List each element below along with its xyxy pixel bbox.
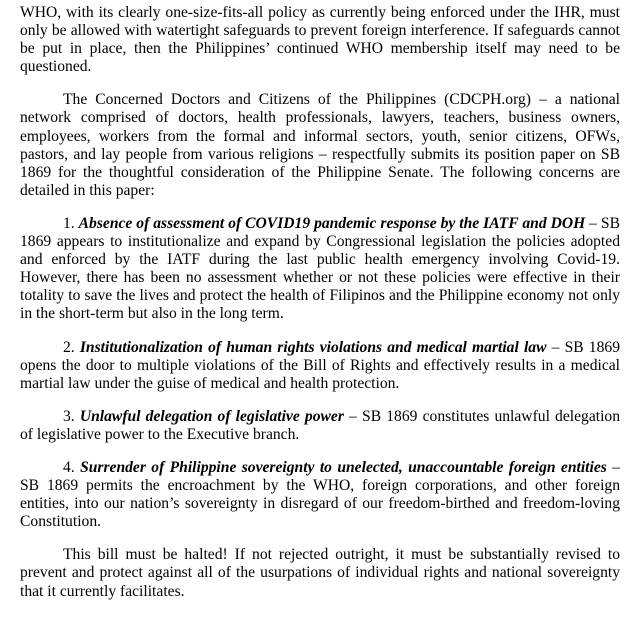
concern-number: 3. [63,407,80,425]
closing-paragraph: This bill must be halted! If not rejected outright, it must be substantially revised to prevent and protect against all of the usurpations of individual rights and national sovereignty that it currently facilitates. [20,546,620,600]
concern-number: 1. [63,214,79,232]
concern-title: Institutionalization of human rights violations and medical martial law [79,338,547,356]
concern-item-1 [20,215,620,324]
concern-title: Surrender of Philippine sovereignty to unelected, unaccountable foreign entities [80,458,607,476]
intro-paragraph-cdcph: The Concerned Doctors and Citizens of the Philippines (CDCPH.org) – a national network comprised of doctors, health professionals, lawyers, teachers, business owners, employees, workers from the formal and informal sectors, youth, senior citizens, OFWs, pastors, and lay people from various religions – respectfully submits its position paper on SB 1869 for the thoughtful consideration of the Philippine Senate. The following concerns are detailed in this paper: [20,91,620,199]
concern-item-2 [20,339,620,393]
concern-title: Absence of assessment of COVID19 pandemic response by the IATF and DOH [78,214,586,232]
intro-paragraph-who: WHO, with its clearly one-size-fits-all policy as currently being enforced under the IHR, must only be allowed with watertight safeguards to prevent foreign interference. If safeguards cannot be put in place, then the Philippines’ continued WHO membership itself may need to be questioned. [20,4,620,76]
concern-item-3 [20,408,620,444]
concern-number: 4. [63,458,81,476]
concern-body: – SB 1869 opens the door to multiple violations of the Bill of Rights and effectively results in a medical martial law under the guise of medical and health protection. [20,338,620,392]
concern-title: Unlawful delegation of legislative power [79,407,344,425]
concern-body: – SB 1869 permits the encroachment by the WHO, foreign corporations, and other foreign entities, into our nation’s sovereignty in disregard of our freedom-birthed and freedom-loving Constitution. [20,458,620,531]
concern-body: – SB 1869 constitutes unlawful delegation of legislative power to the Executive branch. [20,407,621,443]
concern-number: 2. [63,338,80,356]
concern-item-4 [20,459,620,531]
concern-body: – SB 1869 appears to institutionalize and expand by Congressional legislation the policies adopted and enforced by the IATF during the last public health emergency involving Covid-19. However, there has been no assessment whether or not these policies were effective in their totality to save the lives and protect the health of Filipinos and the Philippine economy not only in the short-term but also in the long term. [20,214,620,323]
document-page [20,4,620,616]
